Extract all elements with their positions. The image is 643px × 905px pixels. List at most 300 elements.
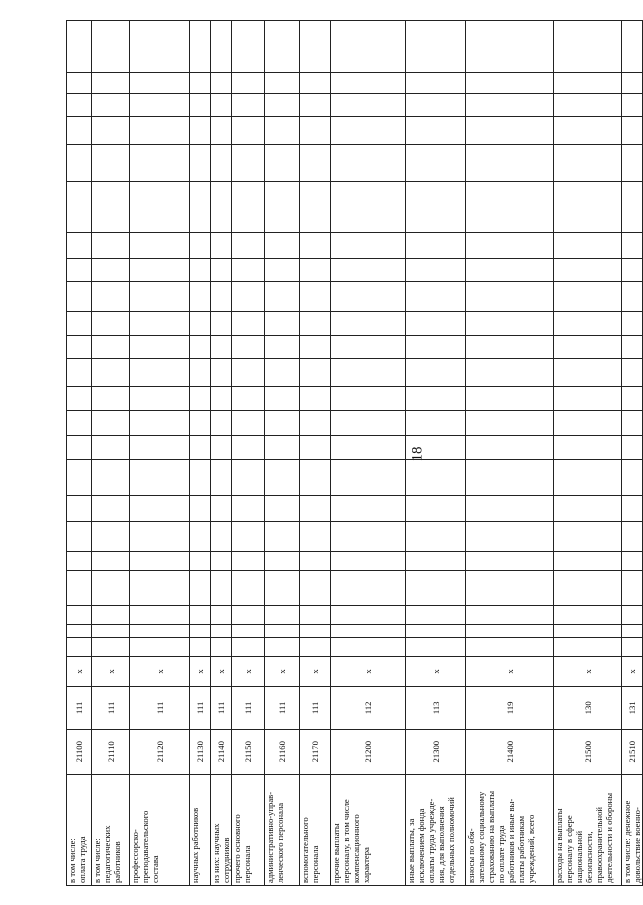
empty-cell — [300, 21, 331, 73]
empty-cell — [232, 233, 265, 259]
empty-cell — [331, 605, 406, 624]
empty-cell — [130, 258, 190, 282]
empty-cell — [265, 233, 300, 259]
kosgu-code-cell: 111 — [67, 686, 92, 729]
row-name-cell: взносы по обя- зательному социальному страхованию на выплаты по оплате труда работников и иные вы- платы работникам учреждений, всего — [466, 774, 554, 885]
empty-cell — [554, 552, 622, 571]
line-code-cell: 21500 — [554, 729, 622, 774]
empty-cell — [622, 145, 643, 181]
empty-cell — [211, 496, 232, 522]
empty-cell — [211, 312, 232, 336]
empty-cell — [130, 410, 190, 436]
empty-cell — [92, 93, 130, 117]
table-row — [92, 21, 130, 886]
empty-cell — [211, 72, 232, 93]
budget-table — [66, 20, 643, 886]
empty-cell — [211, 436, 232, 460]
row-name-cell: в том числе: педагогических работников — [92, 774, 130, 885]
empty-cell — [406, 72, 466, 93]
empty-cell — [406, 496, 466, 522]
empty-cell — [554, 624, 622, 637]
empty-cell — [466, 312, 554, 336]
empty-cell — [466, 410, 554, 436]
empty-cell — [190, 181, 211, 232]
empty-cell — [300, 460, 331, 496]
empty-cell — [232, 387, 265, 411]
table-row — [300, 21, 331, 886]
empty-cell — [92, 181, 130, 232]
empty-cell — [265, 21, 300, 73]
x-mark-cell: x — [622, 656, 643, 686]
empty-cell — [67, 312, 92, 336]
empty-cell — [622, 637, 643, 656]
empty-cell — [232, 117, 265, 145]
empty-cell — [406, 571, 466, 605]
empty-cell — [622, 571, 643, 605]
empty-cell — [67, 552, 92, 571]
empty-cell — [554, 359, 622, 387]
empty-cell — [300, 72, 331, 93]
empty-cell — [67, 410, 92, 436]
x-mark-cell: x — [331, 656, 406, 686]
empty-cell — [622, 117, 643, 145]
empty-cell — [130, 460, 190, 496]
table-row — [406, 21, 466, 886]
x-mark-cell: x — [466, 656, 554, 686]
empty-cell — [331, 117, 406, 145]
empty-cell — [406, 522, 466, 552]
empty-cell — [92, 312, 130, 336]
x-mark-cell: x — [92, 656, 130, 686]
empty-cell — [92, 410, 130, 436]
empty-cell — [406, 258, 466, 282]
empty-cell — [232, 410, 265, 436]
empty-cell — [331, 410, 406, 436]
rotated-table-wrapper — [66, 20, 642, 886]
empty-cell — [265, 282, 300, 312]
empty-cell — [232, 605, 265, 624]
empty-cell — [331, 571, 406, 605]
empty-cell — [331, 335, 406, 359]
empty-cell — [331, 258, 406, 282]
empty-cell — [211, 145, 232, 181]
empty-cell — [406, 312, 466, 336]
empty-cell — [300, 93, 331, 117]
empty-cell — [67, 436, 92, 460]
empty-cell — [406, 21, 466, 73]
empty-cell — [466, 460, 554, 496]
empty-cell — [300, 436, 331, 460]
empty-cell — [554, 571, 622, 605]
empty-cell — [130, 436, 190, 460]
empty-cell — [130, 181, 190, 232]
empty-cell — [92, 460, 130, 496]
line-code-cell: 21160 — [265, 729, 300, 774]
empty-cell — [466, 624, 554, 637]
empty-cell — [211, 359, 232, 387]
empty-cell — [211, 387, 232, 411]
empty-cell — [232, 637, 265, 656]
empty-cell — [92, 117, 130, 145]
empty-cell — [92, 359, 130, 387]
empty-cell — [211, 258, 232, 282]
empty-cell — [300, 233, 331, 259]
empty-cell — [92, 436, 130, 460]
empty-cell — [190, 233, 211, 259]
table-row — [265, 21, 300, 886]
empty-cell — [554, 460, 622, 496]
empty-cell — [232, 21, 265, 73]
empty-cell — [331, 181, 406, 232]
empty-cell — [232, 312, 265, 336]
line-code-cell: 21400 — [466, 729, 554, 774]
empty-cell — [130, 21, 190, 73]
x-mark-cell: x — [265, 656, 300, 686]
empty-cell — [67, 522, 92, 552]
empty-cell — [130, 233, 190, 259]
empty-cell — [300, 145, 331, 181]
empty-cell — [130, 312, 190, 336]
empty-cell — [92, 21, 130, 73]
table-row — [190, 21, 211, 886]
empty-cell — [265, 387, 300, 411]
table-row — [554, 21, 622, 886]
empty-cell — [92, 282, 130, 312]
kosgu-code-cell: 112 — [331, 686, 406, 729]
empty-cell — [554, 312, 622, 336]
empty-cell — [265, 117, 300, 145]
row-name-cell: административно-управ- ленческого персонала — [265, 774, 300, 885]
empty-cell — [331, 387, 406, 411]
kosgu-code-cell: 111 — [92, 686, 130, 729]
empty-cell — [466, 387, 554, 411]
empty-cell — [211, 605, 232, 624]
row-name-cell: профессорско- преподавательского состава — [130, 774, 190, 885]
empty-cell — [622, 282, 643, 312]
empty-cell — [130, 359, 190, 387]
empty-cell — [554, 233, 622, 259]
empty-cell — [190, 410, 211, 436]
empty-cell — [190, 282, 211, 312]
empty-cell — [331, 624, 406, 637]
empty-cell — [300, 496, 331, 522]
empty-cell — [466, 605, 554, 624]
empty-cell — [211, 410, 232, 436]
empty-cell — [92, 624, 130, 637]
empty-cell — [265, 571, 300, 605]
empty-cell — [67, 258, 92, 282]
empty-cell — [331, 233, 406, 259]
empty-cell — [554, 145, 622, 181]
empty-cell — [92, 335, 130, 359]
empty-cell — [331, 436, 406, 460]
row-name-cell: научных работников — [190, 774, 211, 885]
empty-cell — [406, 282, 466, 312]
line-code-cell: 21170 — [300, 729, 331, 774]
empty-cell — [265, 312, 300, 336]
empty-cell — [300, 387, 331, 411]
empty-cell — [554, 72, 622, 93]
empty-cell — [92, 552, 130, 571]
row-name-cell: вспомогательного персонала — [300, 774, 331, 885]
x-mark-cell: x — [130, 656, 190, 686]
empty-cell — [406, 605, 466, 624]
empty-cell — [232, 145, 265, 181]
empty-cell — [406, 233, 466, 259]
line-code-cell: 21130 — [190, 729, 211, 774]
empty-cell — [265, 145, 300, 181]
empty-cell — [232, 93, 265, 117]
empty-cell — [265, 460, 300, 496]
empty-cell — [300, 571, 331, 605]
empty-cell — [67, 233, 92, 259]
empty-cell — [300, 181, 331, 232]
empty-cell — [211, 335, 232, 359]
empty-cell — [331, 637, 406, 656]
empty-cell — [67, 496, 92, 522]
empty-cell — [466, 282, 554, 312]
empty-cell — [211, 181, 232, 232]
empty-cell — [211, 552, 232, 571]
empty-cell — [130, 496, 190, 522]
empty-cell — [331, 93, 406, 117]
empty-cell — [622, 21, 643, 73]
empty-cell — [406, 93, 466, 117]
empty-cell — [67, 335, 92, 359]
empty-cell — [232, 571, 265, 605]
empty-cell — [67, 387, 92, 411]
empty-cell — [190, 359, 211, 387]
empty-cell — [622, 335, 643, 359]
empty-cell — [190, 258, 211, 282]
empty-cell — [190, 496, 211, 522]
empty-cell — [331, 72, 406, 93]
empty-cell — [331, 145, 406, 181]
empty-cell — [190, 522, 211, 552]
kosgu-code-cell: 111 — [300, 686, 331, 729]
empty-cell — [331, 21, 406, 73]
empty-cell — [130, 72, 190, 93]
empty-cell — [265, 624, 300, 637]
empty-cell — [300, 410, 331, 436]
empty-cell — [300, 335, 331, 359]
empty-cell — [67, 605, 92, 624]
x-mark-cell: x — [211, 656, 232, 686]
empty-cell — [466, 637, 554, 656]
empty-cell — [130, 117, 190, 145]
empty-cell — [130, 145, 190, 181]
empty-cell — [466, 233, 554, 259]
empty-cell — [554, 117, 622, 145]
line-code-cell: 21300 — [406, 729, 466, 774]
empty-cell — [211, 282, 232, 312]
empty-cell — [130, 522, 190, 552]
empty-cell — [92, 258, 130, 282]
empty-cell — [211, 624, 232, 637]
empty-cell — [67, 460, 92, 496]
empty-cell — [130, 637, 190, 656]
empty-cell — [466, 496, 554, 522]
empty-cell — [331, 460, 406, 496]
row-name-cell: в том числе: денежное довольствие военно- — [622, 774, 643, 885]
empty-cell — [622, 72, 643, 93]
empty-cell — [265, 335, 300, 359]
empty-cell — [466, 571, 554, 605]
empty-cell — [130, 93, 190, 117]
empty-cell — [211, 117, 232, 145]
kosgu-code-cell: 111 — [130, 686, 190, 729]
empty-cell — [406, 410, 466, 436]
empty-cell — [466, 21, 554, 73]
table-body — [67, 21, 643, 886]
empty-cell — [265, 637, 300, 656]
empty-cell — [300, 637, 331, 656]
empty-cell — [622, 387, 643, 411]
line-code-cell: 21200 — [331, 729, 406, 774]
empty-cell — [67, 145, 92, 181]
empty-cell — [622, 312, 643, 336]
empty-cell — [190, 145, 211, 181]
empty-cell — [211, 460, 232, 496]
line-code-cell: 21110 — [92, 729, 130, 774]
empty-cell — [67, 93, 92, 117]
empty-cell — [466, 552, 554, 571]
kosgu-code-cell: 111 — [190, 686, 211, 729]
empty-cell — [300, 258, 331, 282]
empty-cell — [406, 387, 466, 411]
empty-cell — [211, 571, 232, 605]
empty-cell — [622, 624, 643, 637]
empty-cell — [331, 359, 406, 387]
empty-cell — [130, 605, 190, 624]
empty-cell — [406, 637, 466, 656]
empty-cell — [211, 21, 232, 73]
empty-cell — [466, 335, 554, 359]
empty-cell — [265, 359, 300, 387]
empty-cell — [622, 605, 643, 624]
empty-cell — [92, 637, 130, 656]
empty-cell — [466, 93, 554, 117]
empty-cell — [67, 72, 92, 93]
empty-cell — [67, 282, 92, 312]
table-row — [67, 21, 92, 886]
empty-cell — [67, 637, 92, 656]
empty-cell — [130, 282, 190, 312]
empty-cell — [190, 117, 211, 145]
table-row — [130, 21, 190, 886]
line-code-cell: 21150 — [232, 729, 265, 774]
empty-cell — [622, 410, 643, 436]
empty-cell — [466, 117, 554, 145]
empty-cell — [232, 181, 265, 232]
empty-cell — [232, 552, 265, 571]
empty-cell — [466, 258, 554, 282]
empty-cell — [232, 624, 265, 637]
empty-cell — [67, 117, 92, 145]
empty-cell — [265, 258, 300, 282]
empty-cell — [622, 93, 643, 117]
empty-cell — [130, 387, 190, 411]
empty-cell — [622, 436, 643, 460]
empty-cell — [190, 93, 211, 117]
empty-cell — [67, 571, 92, 605]
empty-cell — [300, 605, 331, 624]
empty-cell — [406, 436, 466, 460]
empty-cell — [130, 624, 190, 637]
empty-cell — [232, 282, 265, 312]
empty-cell — [331, 312, 406, 336]
line-code-cell: 21510 — [622, 729, 643, 774]
empty-cell — [406, 359, 466, 387]
empty-cell — [300, 359, 331, 387]
kosgu-code-cell: 113 — [406, 686, 466, 729]
x-mark-cell: x — [300, 656, 331, 686]
empty-cell — [622, 552, 643, 571]
empty-cell — [211, 637, 232, 656]
empty-cell — [554, 522, 622, 552]
empty-cell — [67, 181, 92, 232]
empty-cell — [190, 552, 211, 571]
empty-cell — [406, 181, 466, 232]
empty-cell — [232, 72, 265, 93]
empty-cell — [300, 117, 331, 145]
empty-cell — [554, 258, 622, 282]
empty-cell — [67, 21, 92, 73]
empty-cell — [554, 335, 622, 359]
empty-cell — [554, 387, 622, 411]
empty-cell — [622, 359, 643, 387]
empty-cell — [466, 522, 554, 552]
empty-cell — [466, 436, 554, 460]
empty-cell — [331, 522, 406, 552]
empty-cell — [92, 145, 130, 181]
kosgu-code-cell: 111 — [211, 686, 232, 729]
x-mark-cell: x — [554, 656, 622, 686]
empty-cell — [190, 605, 211, 624]
empty-cell — [232, 496, 265, 522]
empty-cell — [265, 72, 300, 93]
empty-cell — [265, 522, 300, 552]
empty-cell — [406, 145, 466, 181]
page-number: 18 — [409, 446, 426, 462]
empty-cell — [406, 624, 466, 637]
empty-cell — [300, 552, 331, 571]
empty-cell — [622, 460, 643, 496]
empty-cell — [265, 552, 300, 571]
empty-cell — [232, 335, 265, 359]
empty-cell — [554, 496, 622, 522]
empty-cell — [190, 21, 211, 73]
table-row — [211, 21, 232, 886]
empty-cell — [554, 282, 622, 312]
empty-cell — [554, 410, 622, 436]
empty-cell — [466, 72, 554, 93]
empty-cell — [190, 436, 211, 460]
line-code-cell: 21100 — [67, 729, 92, 774]
empty-cell — [265, 181, 300, 232]
empty-cell — [232, 522, 265, 552]
empty-cell — [190, 571, 211, 605]
empty-cell — [130, 552, 190, 571]
empty-cell — [265, 93, 300, 117]
empty-cell — [300, 624, 331, 637]
empty-cell — [265, 496, 300, 522]
empty-cell — [232, 258, 265, 282]
empty-cell — [406, 460, 466, 496]
kosgu-code-cell: 119 — [466, 686, 554, 729]
empty-cell — [92, 605, 130, 624]
row-name-cell: прочего основного персонала — [232, 774, 265, 885]
